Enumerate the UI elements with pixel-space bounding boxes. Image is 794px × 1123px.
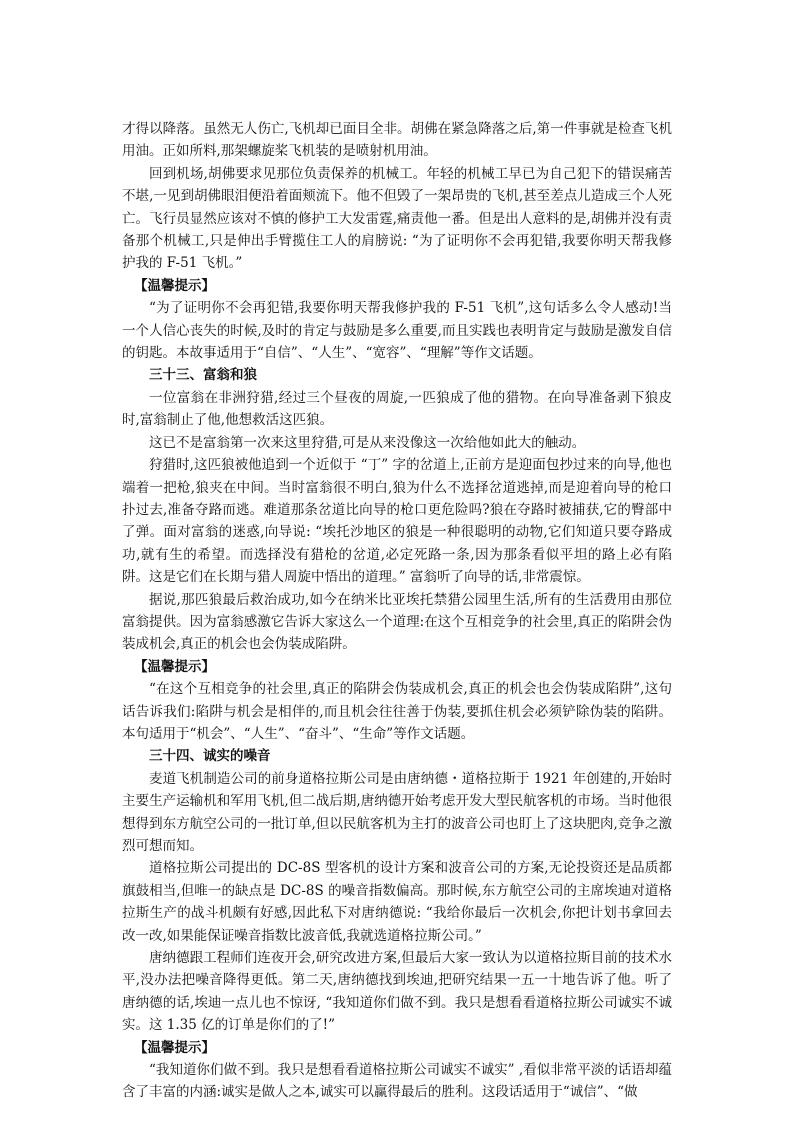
tip-paragraph: “我知道你们做不到。我只是想看看道格拉斯公司诚实不诚实” ,看似非常平淡的话语却蕴含了丰富的内涵:诚实是做人之本,诚实可以赢得最后的胜利。这段话适用于“诚信”、“做 [122,1062,672,1101]
paragraph-hoover-mechanic: 回到机场,胡佛要求见那位负责保养的机械工。年轻的机械工早已为自己犯下的错误痛苦不堪,一见到胡佛眼泪便沿着面颊流下。他不但毁了一架昂贵的飞机,甚至差点儿造成三个人死亡。飞行员显然应该对不慎的修护工大发雷霆,痛责他一番。但是出人意料的是,胡佛并没有责备那个机械工,只是伸出手臂揽住工人的肩膀说: “为了证明你不会再犯错,我要你明天帮我修护我的 F-51 飞机。” [122,165,672,272]
tip-label: 【温馨提示】 [134,277,215,294]
section-heading: 三十三、富翁和狼 [149,367,257,384]
paragraph-wolf-hunt: 一位富翁在非洲狩猎,经过三个昼夜的周旋,一匹狼成了他的猎物。在向导准备剥下狼皮时,富翁制止了他,他想救活这匹狼。 [122,389,672,429]
tip-label: 【温馨提示】 [134,658,215,675]
paragraph-continuation: 才得以降落。虽然无人伤亡,飞机却已面目全非。胡佛在紧急降落之后,第一件事就是检查飞机用油。正如所料,那架螺旋桨飞机装的是喷射机用油。 [122,121,672,160]
paragraph-dc8-noise: 道格拉斯公司提出的 DC-8S 型客机的设计方案和波音公司的方案,无论投资还是品质都旗鼓相当,但唯一的缺点是 DC-8S 的噪音指数偏高。那时候,东方航空公司的主席埃迪对道格拉斯生产的战斗机颇有好感,因此私下对唐纳德说: “我给你最后一次机会,你把计划书拿回去改一改,如果能保证噪音指数比波音低,我就选道格拉斯公司。” [122,860,672,944]
section-heading: 三十四、诚实的噪音 [149,748,271,765]
tip-label: 【温馨提示】 [134,1039,215,1056]
paragraph-douglas-history: 麦道飞机制造公司的前身道格拉斯公司是由唐纳德・道格拉斯于 1921 年创建的,开始时主要生产运输机和军用飞机,但二战后期,唐纳德开始考虑开发大型民航客机的市场。当时他很想得到东方航空公司的一批订单,但以民航客机为主打的波音公司也盯上了这块肥肉,竞争之激烈可想而知。 [122,770,672,854]
tip-paragraph: “在这个互相竞争的社会里,真正的陷阱会伪装成机会,真正的机会也会伪装成陷阱”,这句话告诉我们:陷阱与机会是相伴的,而且机会往往善于伪装,要抓住机会必须铲除伪装的陷阱。本句适用于“机会”、“人生”、“奋斗”、“生命”等作文话题。 [122,681,672,742]
paragraph-wolf-rescued: 据说,那匹狼最后救治成功,如今在纳米比亚埃托禁猎公园里生活,所有的生活费用由那位富翁提供。因为富翁感激它告诉大家这么一个道理:在这个互相竞争的社会里,真正的陷阱会伪装成机会,真正的机会也会伪装成陷阱。 [122,591,672,653]
paragraph-wolf-touch: 这已不是富翁第一次来这里狩猎,可是从来没像这一次给他如此大的触动。 [149,434,586,451]
paragraph-wolf-chase: 狩猎时,这匹狼被他追到一个近似于 “丁” 字的岔道上,正前方是迎面包抄过来的向导,他也端着一把枪,狼夹在中间。当时富翁很不明白,狼为什么不选择岔道逃掉,而是迎着向导的枪口扑过去,准备夺路而逃。难道那条岔道比向导的枪口更危险吗?狼在夺路时被捕获,它的臀部中了弹。面对富翁的迷惑,向导说: “埃托沙地区的狼是一种很聪明的动物,它们知道只要夺路成功,就有生的希望。而选择没有猎枪的岔道,必定死路一条,因为那条看似平坦的路上必有陷阱。这是它们在长期与猎人周旋中悟出的道理。” 富翁听了向导的话,非常震惊。 [122,457,672,586]
tip-paragraph: “为了证明你不会再犯错,我要你明天帮我修护我的 F-51 飞机”,这句话多么令人感动!当一个人信心丧失的时候,及时的肯定与鼓励是多么重要,而且实践也表明肯定与鼓励是激发自信的钥匙。本故事适用于“自信”、“人生”、“宽容”、“理解”等作文话题。 [122,300,672,362]
paragraph-honest-answer: 唐纳德跟工程师们连夜开会,研究改进方案,但最后大家一致认为以道格拉斯目前的技术水平,没办法把噪音降得更低。第二天,唐纳德找到埃迪,把研究结果一五一十地告诉了他。听了唐纳德的话,埃迪一点儿也不惊讶, “我知道你们做不到。我只是想看看道格拉斯公司诚实不诚实。这 1.35 亿的订单是你们的了!” [122,950,672,1034]
document-page [122,118,672,1104]
